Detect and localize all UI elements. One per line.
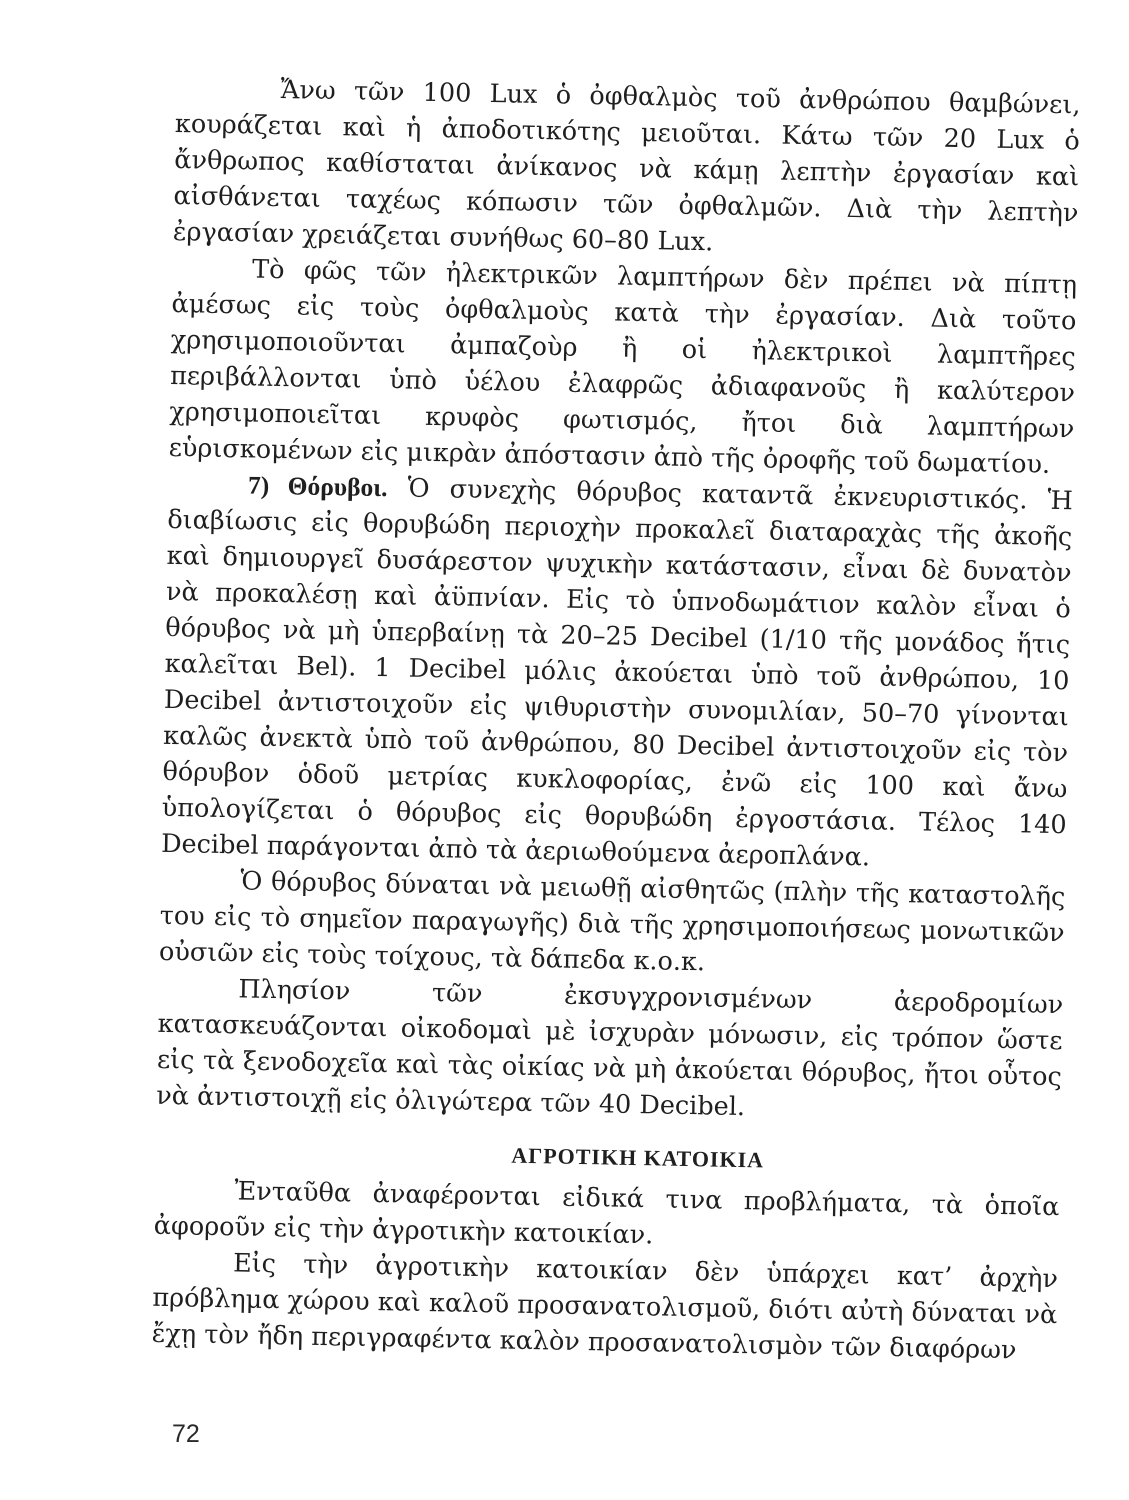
paragraph-noise [161,466,1073,879]
paragraph-lux: Ἄνω τῶν 100 Lux ὁ ὀφθαλμὸς τοῦ ἀνθρώπου θαμβώνει, κουράζεται καὶ ἡ ἀποδοτικότης μειοῦται. Κάτω τῶν 20 Lux ὁ ἄνθρωπος καθίσταται ἀνίκανος νὰ κάμῃ λεπτὴν ἐργασίαν καὶ αἰσθάνεται ταχέως κόπωσιν τῶν ὀφθαλμῶν. Διὰ τὴν λεπτὴν ἐργασίαν χρειάζεται συνήθως 60–80 Lux. [172,75,1081,258]
paragraph-noise-reduction: Ὁ θόρυβος δύναται νὰ μειωθῇ αἰσθητῶς (πλὴν τῆς καταστολῆς του εἰς τὸ σημεῖον παραγωγῆς) διὰ τῆς χρησιμοποιήσεως μονωτικῶν οὐσιῶν εἰς τοὺς τοίχους, τὰ δάπεδα κ.ο.κ. [158,866,1066,978]
section-title: ΑΓΡΟΤΙΚΗ ΚΑΤΟΙΚΙΑ [511,1142,765,1173]
page-number: 72 [172,1420,200,1448]
paragraph-rural-intro: Ἐνταῦθα ἀναφέρονται εἰδικά τινα προβλήματα, τὰ ὁποῖα ἀφοροῦν εἰς τὴν ἀγροτικὴν κατοικίαν. [153,1176,1060,1251]
paragraph-rural-space: Εἰς τὴν ἀγροτικὴν κατοικίαν δὲν ὑπάρχει κατ’ ἀρχὴν πρόβλημα χώρου καὶ καλοῦ προσανατολισμοῦ, διότι αὐτὴ δύναται νὰ ἔχῃ τὸν ἤδη περιγραφέντα καλὸν προσανατολισμὸν τῶν διαφόρων [151,1248,1059,1366]
noise-text: Ὁ συνεχὴς θόρυβος καταντᾶ ἐκνευριστικός. Ἡ διαβίωσις εἰς θορυβώδη περιοχὴν προκαλεῖ διαταραχὰς τῆς ἀκοῆς καὶ δημιουργεῖ δυσάρεστον ψυχικὴν κατάστασιν, εἶναι δὲ δυνατὸν νὰ προκαλέσῃ καὶ ἀϋπνίαν. Εἰς τὸ ὑπνοδωμάτιον καλὸν εἶναι ὁ θόρυβος νὰ μὴ ὑπερβαίνῃ τὰ 20–25 Decibel (1/10 τῆς μονάδος ἥτις καλεῖται Bel). 1 Decibel μόλις ἀκούεται ὑπὸ τοῦ ἀνθρώπου, 10 Decibel ἀντιστοιχοῦν εἰς ψιθυριστὴν συνομιλίαν, 50–70 γίνονται καλῶς ἀνεκτὰ ὑπὸ τοῦ ἀνθρώπου, 80 Decibel ἀντιστοιχοῦν εἰς τὸν θόρυβον ὁδοῦ μετρίας κυκλοφορίας, ἐνῶ εἰς 100 καὶ ἄνω ὑπολογίζεται ὁ θόρυβος εἰς θορυβώδη ἐργοστάσια. Τέλος 140 Decibel παράγονται ἀπὸ τὰ ἀεριωθούμενα ἀεροπλάνα. [160,473,1074,873]
paragraph-airports: Πλησίον τῶν ἐκσυγχρονισμένων ἀεροδρομίων κατασκευάζονται οἰκοδομαὶ μὲ ἰσχυρὰν μόνωσιν, εἰς τρόπον ὥστε εἰς τὰ ξενοδοχεῖα καὶ τὰς οἰκίας νὰ μὴ ἀκούεται θόρυβος, ἤτοι οὗτος νὰ ἀντιστοιχῇ εἰς ὀλιγώτερα τῶν 40 Decibel. [156,974,1064,1123]
noise-heading: 7) Θόρυβοι. [247,470,388,503]
paragraph-lamps: Τὸ φῶς τῶν ἠλεκτρικῶν λαμπτήρων δὲν πρέπει νὰ πίπτῃ ἀμέσως εἰς τοὺς ὀφθαλμοὺς κατὰ τὴν ἐργασίαν. Διὰ τοῦτο χρησιμοποιοῦνται ἀμπαζοὺρ ἢ οἱ ἠλεκτρικοὶ λαμπτῆρες περιβάλλονται ὑπὸ ὑέλου ἐλαφρῶς ἀδιαφανοῦς ἢ καλύτερον χρησιμοποιεῖται κρυφὸς φωτισμός, ἤτοι διὰ λαμπτήρων εὑρισκομένων εἰς μικρὰν ἀπόστασιν ἀπὸ τῆς ὀροφῆς τοῦ δωματίου. [168,254,1078,480]
document-page [149,70,1081,1487]
